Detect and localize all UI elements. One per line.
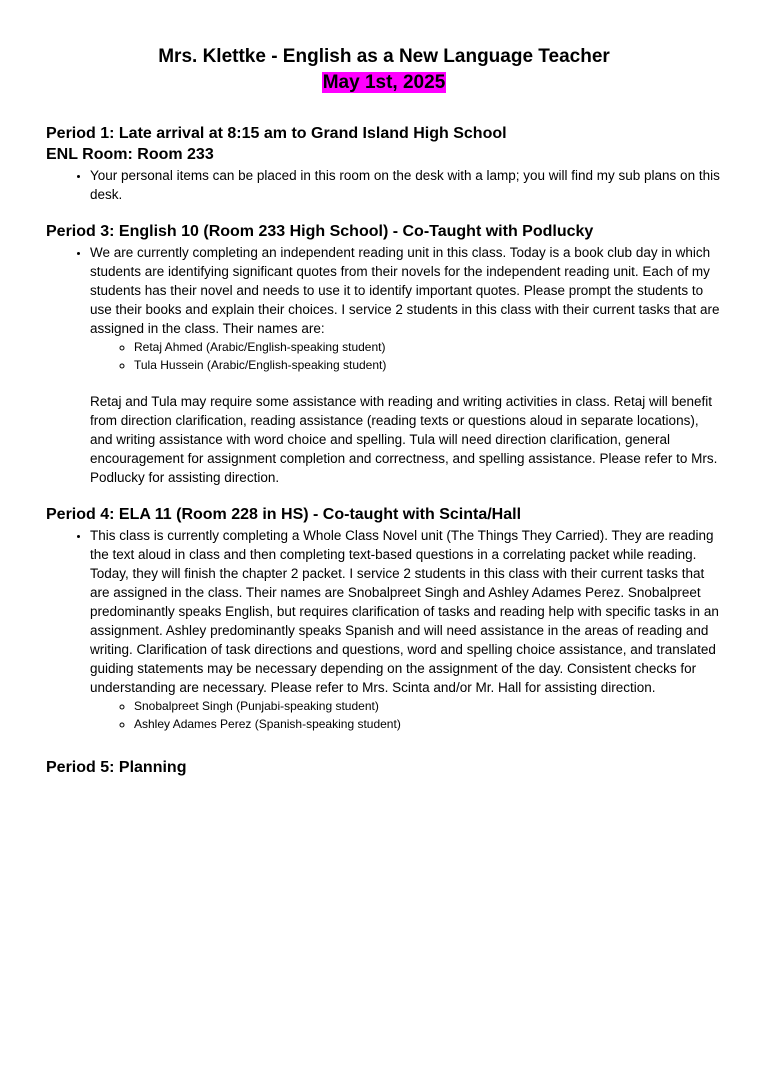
date-line xyxy=(46,70,722,97)
period1-list xyxy=(46,166,722,204)
student-item: ◦ Retaj Ahmed (Arabic/English-speaking student) xyxy=(134,338,722,356)
period4-list xyxy=(46,526,722,733)
student-item: ◦ Tula Hussein (Arabic/English-speaking student) xyxy=(134,356,722,374)
period1-subheading: ENL Room: Room 233 xyxy=(46,146,214,163)
period3-bullet-text: We are currently completing an independent reading unit in this class. Today is a book club day in which students are identifying significant quotes from their novels for the independent reading unit. Each of my students has their novel and needs to use it to identify important quotes. Please prompt the students to use their books and explain their choices. I service 2 students in this class with their current tasks that are assigned in the class. Their names are: xyxy=(90,245,720,336)
period3-bullet xyxy=(90,243,722,374)
period1-bullet: • Your personal items can be placed in this room on the desk with a lamp; you will find my sub plans on this desk. xyxy=(90,166,722,204)
student-item: ◦ Ashley Adames Perez (Spanish-speaking student) xyxy=(134,715,722,733)
document-page xyxy=(0,44,768,1068)
period4-bullet xyxy=(90,526,722,733)
period4-bullet-text: This class is currently completing a Whole Class Novel unit (The Things They Carried). They are reading the text aloud in class and then completing text-based questions in a correlating packet while reading. Today, they will finish the chapter 2 packet. I service 2 students in this class with their current tasks that are assigned in the class. Their names are Snobalpreet Singh and Ashley Adames Perez. Snobalpreet predominantly speaks English, but requires clarification of tasks and reading help with specific tasks in an assignment. Ashley predominantly speaks Spanish and will need assistance in the areas of reading and writing. Clarification of task directions and questions, word and spelling choice assistance, and translated guiding statements may be necessary depending on the assignment of the day. Consistent checks for understanding are necessary. Please refer to Mrs. Scinta and/or Mr. Hall for assisting direction. xyxy=(90,528,719,695)
period3-heading: Period 3: English 10 (Room 233 High School) - Co-Taught with Podlucky xyxy=(46,223,594,240)
period5-heading: Period 5: Planning xyxy=(46,759,187,776)
period4-heading: Period 4: ELA 11 (Room 228 in HS) - Co-taught with Scinta/Hall xyxy=(46,506,522,523)
period1-heading: Period 1: Late arrival at 8:15 am to Grand Island High School xyxy=(46,125,507,142)
period3-note: Retaj and Tula may require some assistance with reading and writing activities in class. Retaj will benefit from direction clarification, reading assistance (reading texts or questions aloud in separate locations), and writing assistance with word choice and spelling. Tula will need direction clarification, general encouragement for assignment completion and correctness, and spelling assistance. Please refer to Mrs. Podlucky for assisting direction. xyxy=(90,394,718,485)
page-title: Mrs. Klettke - English as a New Language Teacher xyxy=(158,46,610,67)
student-item: ◦ Snobalpreet Singh (Punjabi-speaking student) xyxy=(134,697,722,715)
period3-student-list xyxy=(90,338,722,374)
period4-student-list xyxy=(90,697,722,733)
date-highlight: May 1st, 2025 xyxy=(322,72,446,93)
period3-list xyxy=(46,243,722,374)
